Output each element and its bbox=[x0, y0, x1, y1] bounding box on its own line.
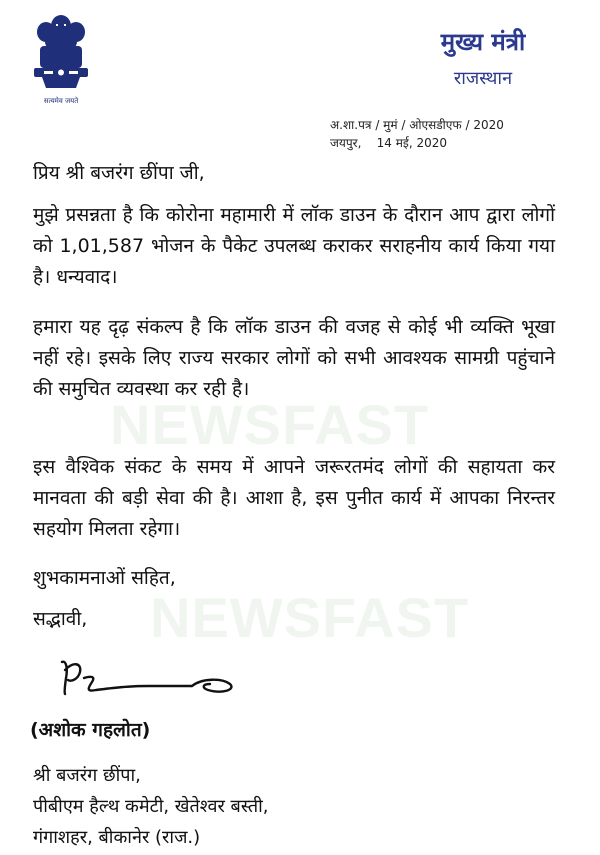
signature-icon bbox=[52, 648, 252, 708]
letter-number: अ.शा.पत्र / मुमं / ओएसडीएफ / 2020 bbox=[330, 118, 504, 132]
watermark: NEWSFAST bbox=[150, 586, 470, 649]
body-paragraph: इस वैश्विक संकट के समय में आपने जरूरतमंद लोगों की सहायता कर मानवता की बड़ी सेवा की है। आशा है, इस पुनीत कार्य में आपका निरन्तर सहयोग मिलता रहेगा। bbox=[33, 456, 555, 540]
body-paragraph: मुझे प्रसन्नता है कि कोरोना महामारी में लॉक डाउन के दौरान आप द्वारा लोगों को 1,01,587 भोजन के पैकेट उपलब्ध कराकर सराहनीय कार्य किया गया है। धन्यवाद। bbox=[33, 204, 555, 288]
watermark: NEWSFAST bbox=[110, 393, 430, 456]
recipient-city: गंगाशहर, बीकानेर (राज.) bbox=[33, 827, 201, 848]
state-emblem-icon bbox=[20, 8, 102, 108]
closing-line: शुभकामनाओं सहित, bbox=[33, 567, 176, 589]
salutation: प्रिय श्री बजरंग छींपा जी, bbox=[33, 162, 205, 184]
signatory-name: (अशोक गहलोत) bbox=[30, 719, 151, 741]
recipient-organization: पीबीएम हैल्थ कमेटी, खेतेश्वर बस्ती, bbox=[33, 796, 269, 817]
office-title: मुख्य मंत्री bbox=[440, 28, 526, 56]
recipient-name: श्री बजरंग छींपा, bbox=[33, 765, 141, 786]
emblem-caption: सत्यमेव जयते bbox=[43, 97, 79, 105]
reference-block bbox=[330, 116, 504, 152]
body-paragraph: हमारा यह दृढ़ संकल्प है कि लॉक डाउन की वजह से कोई भी व्यक्ति भूखा नहीं रहे। इसके लिए राज्य सरकार लोगों को सभी आवश्यक सामग्री पहुंचाने की समुचित व्यवस्था कर रही है। bbox=[33, 316, 555, 400]
place-date: जयपुर, 14 मई, 2020 bbox=[330, 136, 447, 150]
regards-line: सद्भावी, bbox=[33, 608, 88, 630]
office-state: राजस्थान bbox=[453, 68, 513, 89]
